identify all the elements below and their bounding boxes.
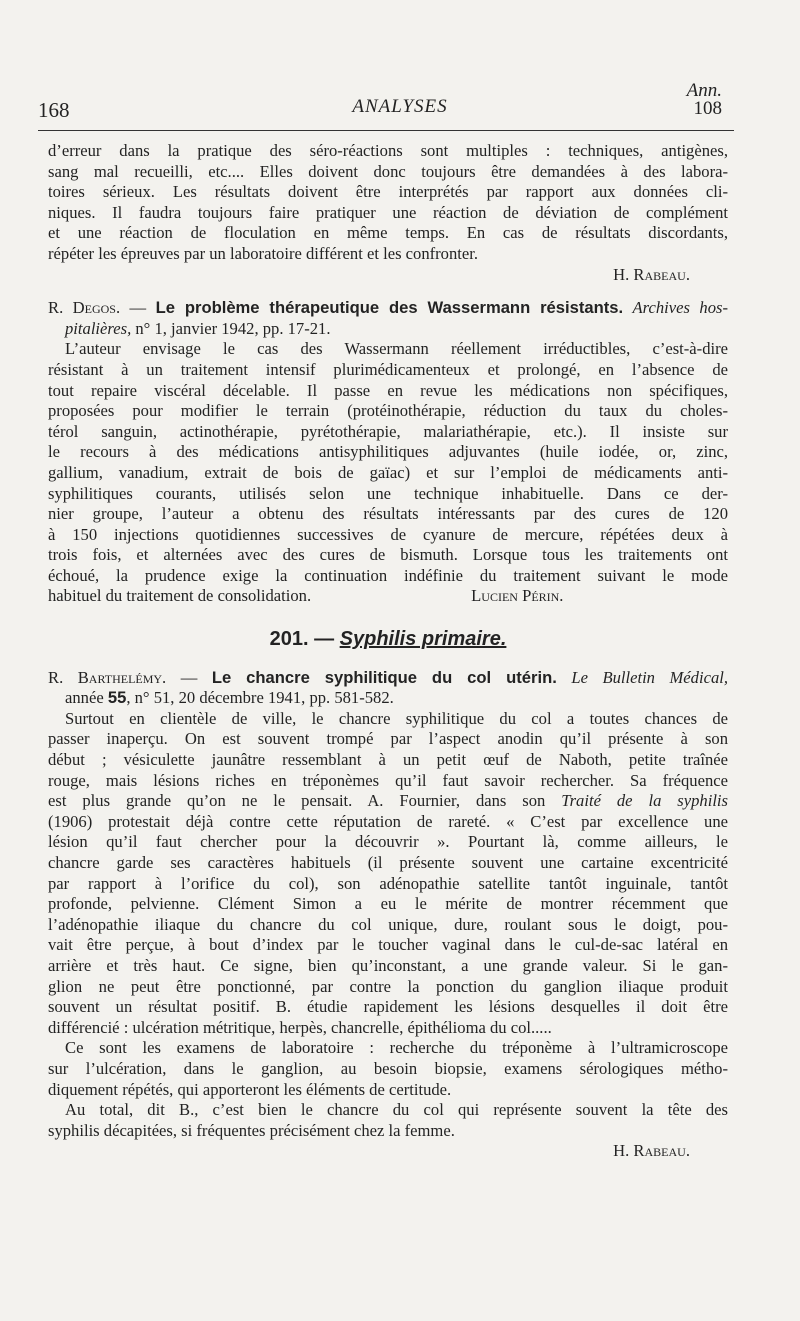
text-line: syphilis décapitées, si fréquentes précisément chez la femme. <box>48 1120 455 1140</box>
text-line: d’erreur dans la pratique des séro-réactions sont multiples : techniques, antigènes, <box>48 141 728 160</box>
text-line: toires sérieux. Les résultats doivent être interprétés par rapport aux données cli- <box>48 182 728 202</box>
text-line: début ; vésiculette jaunâtre ressemblant à un petit œuf de Naboth, petite traînée <box>48 750 728 770</box>
page-number: 168 <box>38 98 70 122</box>
text-line: proposées pour modifier le terrain (protéinothérapie, réduction du taux du choles- <box>48 401 728 421</box>
section-heading <box>48 629 728 650</box>
journal: Le Bulletin Médical, <box>571 667 728 687</box>
text-line: par rapport à l’orifice du col), son adénopathie satellite tantôt inguinale, tantôt <box>48 873 728 893</box>
year-volume: 55 <box>107 688 127 708</box>
article-title: Le problème thérapeutique des Wassermann résistants. <box>155 298 624 318</box>
text-line: vait être perçue, à bout d’index par le toucher vaginal dans le cul-de-sac latéral en <box>48 935 728 955</box>
section-number: 201. <box>269 628 309 651</box>
text-line: térol sanguin, actinothérapie, pyrétothérapie, malariathérapie, etc.). Il insiste sur <box>48 421 728 441</box>
header-annotation: Ann. <box>686 80 722 101</box>
text-line: l’adénopathie iliaque du chancre du col unique, dure, roulant sous le doigt, pou- <box>48 914 728 934</box>
running-title: ANALYSES <box>352 96 448 117</box>
continued-review <box>48 141 728 285</box>
text-line: (1906) protestait déjà contre cette réputation de rareté. « C’est par excellence une <box>48 811 728 831</box>
text-line: lésion qu’il faut chercher pour la découvrir ». Pourtant là, comme ailleurs, le <box>48 832 728 852</box>
text-line: échoué, la prudence exige la continuation indéfinie du traitement suivant le mode <box>48 565 728 585</box>
text-line: Surtout en clientèle de ville, le chancre syphilitique du col a toutes chances de <box>65 708 728 728</box>
text: habituel du traitement de consolidation. <box>48 586 312 606</box>
text-line: le recours à des médications antisyphilitiques adjuvantes (huile iodée, or, zinc, <box>48 442 728 462</box>
header-rule <box>38 130 734 131</box>
text-line: passer inaperçu. On est souvent trompé par l’aspect anodin qu’il présente à son <box>48 729 728 749</box>
text-line: répéter les épreuves par un laboratoire différent et les confronter. <box>48 243 479 263</box>
book-title: Traité de la syphilis <box>561 791 728 811</box>
journal: Archives hos- <box>632 298 728 318</box>
text-line: L’auteur envisage le cas des Wassermann réellement irréductibles, c’est-à-dire <box>65 339 728 359</box>
text-line: niques. Il faudra toujours faire pratiquer une réaction de déviation de complément <box>48 202 728 222</box>
article-title: Le chancre syphilitique du col utérin. <box>211 667 557 687</box>
text-line: rouge, mais lésions riches en tréponèmes qu’il faut savoir rechercher. Sa fréquence <box>48 770 728 790</box>
citation-line <box>48 668 728 689</box>
signature: H. Rabeau. <box>613 1141 690 1161</box>
author: R. Degos. <box>48 298 121 318</box>
text-line: Ce sont les examens de laboratoire : recherche du tréponème à l’ultramicroscope <box>65 1038 728 1058</box>
text-line <box>48 791 728 812</box>
text-line: diquement répétés, qui apporteront les éléments de certitude. <box>48 1079 452 1099</box>
text-line: nier groupe, l’auteur a obtenu des résultats intéressants par des cures de 120 <box>48 504 728 524</box>
dash: — <box>120 298 156 318</box>
dash: — <box>308 628 340 651</box>
text-line: Au total, dit B., c’est bien le chancre du col qui représente souvent la tête des <box>65 1100 728 1120</box>
text-line: syphilitiques courants, utilisés selon une technique inhabituelle. Dans ce der- <box>48 483 728 503</box>
text-line: résistant à un traitement intensif plurimédicamenteux et prolongé, en l’absence de <box>48 359 728 379</box>
text-line: différencié : ulcération métritique, herpès, chancrelle, épithélioma du col..... <box>48 1017 552 1037</box>
page-body <box>48 141 728 1162</box>
text-line: arrière et très haut. Ce signe, bien qu’inconstant, a une grande valeur. Si le gan- <box>48 955 728 975</box>
text-line: glion ne peut être ponctionné, par contre la ponction du ganglion iliaque produit <box>48 976 728 996</box>
author: R. Barthelémy. <box>48 667 167 687</box>
text-line <box>48 586 728 607</box>
review-degos <box>48 298 728 607</box>
text-line: à 150 injections quotidiennes successives de cyanure de mercure, répétées deux à <box>48 524 728 544</box>
review-barthelemy <box>48 668 728 1162</box>
text: est plus grande qu’on ne le pensait. A. Fournier, dans son <box>48 791 546 811</box>
volume-number: 108 <box>693 98 722 119</box>
text-line: sang mal recueilli, etc.... Elles doivent donc toujours être demandées à des labora- <box>48 161 728 181</box>
text-line: trois fois, et alternées avec des cures de bismuth. Lorsque tous les traitements ont <box>48 545 728 565</box>
text-line: et une réaction de floculation en même temps. En cas de résultats discordants, <box>48 223 728 243</box>
text-line: profonde, pelvienne. Clément Simon a eu le mérite de montrer récemment que <box>48 894 728 914</box>
dash: — <box>166 667 212 687</box>
section-title: Syphilis primaire. <box>339 628 507 651</box>
journal: pitalières, <box>65 318 132 338</box>
citation-line <box>48 298 728 319</box>
text-line: gallium, vanadium, extrait de bois de gaïac) et sur l’emploi de médicaments anti- <box>48 462 728 482</box>
signature: H. Rabeau. <box>613 264 690 284</box>
text-line: sur l’ulcération, dans le ganglion, au besoin biopsie, examens sérologiques métho- <box>48 1058 728 1078</box>
citation-line <box>48 688 728 709</box>
citation-line <box>48 319 728 340</box>
signature: Lucien Périn. <box>471 586 564 606</box>
reference: année <box>65 688 108 708</box>
text-line: souvent un résultat positif. B. étudie rapidement les lésions desquelles il doit être <box>48 997 728 1017</box>
text-line: tout repaire viscéral décelable. Il passe en revue les médications non spécifiques, <box>48 380 728 400</box>
text-line: chancre garde ses caractères habituels (il présente souvent une cartaine excentricité <box>48 853 728 872</box>
reference: n° 1, janvier 1942, pp. 17-21. <box>131 318 331 338</box>
reference: , n° 51, 20 décembre 1941, pp. 581-582. <box>126 688 394 708</box>
